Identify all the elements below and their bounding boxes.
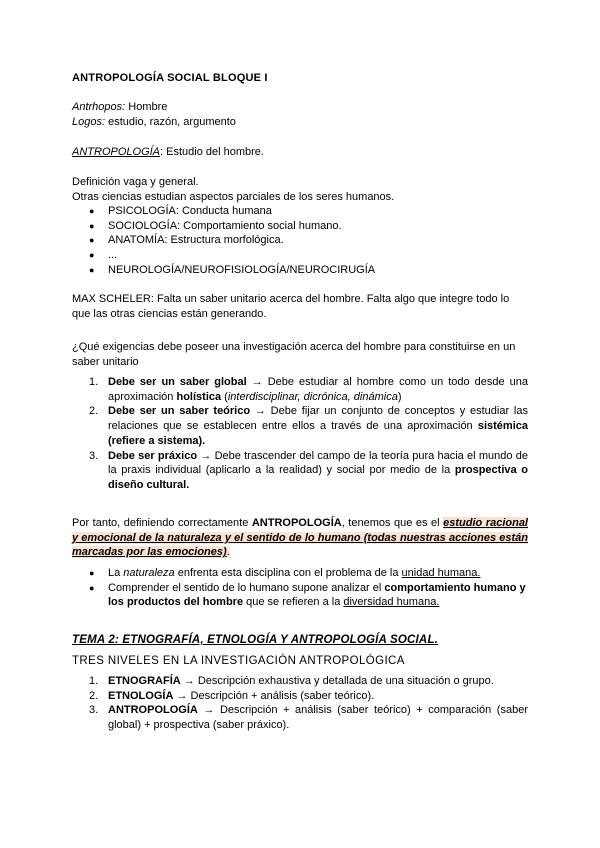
req-2-title: Debe ser un saber teórico <box>108 405 251 418</box>
list-item <box>72 404 528 448</box>
antrhopos-def: Hombre <box>125 101 168 113</box>
conclusion-paragraph <box>72 516 528 560</box>
req-2-text: → Debe fijar un conjunto de conceptos y estudiar las relaciones que se establecen entre ellos a través de una aproximación <box>108 405 528 433</box>
list-number: 1. <box>89 675 99 687</box>
req-3-bold: prospectiva o diseño cultural. <box>108 464 528 491</box>
level-3-term: ANTROPOLOGÍA <box>108 704 198 717</box>
list-number: 3. <box>89 449 99 462</box>
req-3-title: Debe ser práxico <box>108 449 198 462</box>
list-item: ● ... <box>72 248 528 263</box>
list-number: 1. <box>89 376 99 388</box>
note-1-underline: unidad humana. <box>401 567 481 579</box>
list-item <box>72 566 528 581</box>
section-heading-tema-2: TEMA 2: ETNOGRAFÍA, ETNOLOGÍA Y ANTROPOLOGÍA SOCIAL. <box>72 634 439 646</box>
vague-line-1: Definición vaga y general. <box>72 176 199 188</box>
list-item: ● PSICOLOGÍA: Conducta humana <box>72 204 528 219</box>
antrhopos-term: Antrhopos: <box>72 101 126 113</box>
sciences-list <box>72 204 528 278</box>
definition-text: : Estudio del hombre. <box>160 146 264 158</box>
list-item <box>72 581 528 610</box>
level-3-text: → Descripción + análisis (saber teórico) + comparación (saber global) + prospectiva (saber práxico). <box>108 704 528 732</box>
list-item <box>72 375 528 404</box>
logos-def: estudio, razón, argumento <box>105 115 236 128</box>
req-2-bold: sistémica (refiere a sistema). <box>108 420 528 447</box>
list-item: ● NEUROLOGÍA/NEUROFISIOLOGÍA/NEUROCIRUGÍA <box>72 263 528 278</box>
req-3-text: → Debe trascender del campo de la teoría pura hacia el mundo de la praxis individual (aplicarlo a la realidad) y social por medio de la <box>108 449 528 477</box>
logos-term: Logos: <box>72 115 106 128</box>
req-1-title: Debe ser un saber global <box>108 376 247 388</box>
definition-line <box>72 145 528 160</box>
etymology-antrhopos <box>72 100 528 115</box>
req-1-italic: interdisciplinar, dicrónica, dinámica <box>227 390 398 403</box>
req-1-paren-open: ( <box>221 390 228 403</box>
definition-term: ANTROPOLOGÍA <box>72 146 161 158</box>
conclusion-term: ANTROPOLOGÍA <box>251 517 342 529</box>
highlighted-definition: estudio racional y emocional de la naturaleza y el sentido de lo humano (todas nuestras acciones están marcadas por las emociones) <box>72 517 528 559</box>
note-2-bold: comportamiento humano y los productos del hombre <box>108 581 526 609</box>
vague-line-2: Otras ciencias estudian aspectos parciales de los seres humanos. <box>72 190 395 203</box>
list-item <box>72 689 528 704</box>
document-title: ANTROPOLOGÍA SOCIAL BLOQUE I <box>72 72 268 84</box>
scheler-paragraph: MAX SCHELER: Falta un saber unitario acerca del hombre. Falta algo que integre todo lo que las otras ciencias están generando. <box>72 293 510 320</box>
requirements-list <box>72 375 528 493</box>
list-item <box>72 674 528 689</box>
list-item: ● SOCIOLOGÍA: Comportamiento social humano. <box>72 219 528 234</box>
note-1-italic: naturaleza <box>123 567 175 579</box>
note-2-underline: diversidad humana. <box>343 596 440 609</box>
list-item <box>72 449 528 493</box>
note-2-pre: Comprender el sentido de lo humano supone analizar el <box>108 581 385 594</box>
req-1-bold: holística <box>176 390 222 403</box>
conclusion-mid: , tenemos que es el <box>341 517 444 529</box>
note-1-pre: La <box>108 567 124 579</box>
etymology-block <box>72 100 528 129</box>
conclusion-pre: Por tanto, definiendo correctamente <box>72 517 252 529</box>
list-number: 2. <box>89 689 99 702</box>
etymology-logos <box>72 115 528 130</box>
list-number: 3. <box>89 704 99 717</box>
note-1-mid: enfrenta esta disciplina con el problema de la <box>174 567 402 579</box>
notes-list <box>72 566 528 610</box>
vague-definition-block <box>72 175 528 204</box>
note-2-mid: que se refieren a la <box>243 596 344 609</box>
list-item <box>72 703 528 732</box>
levels-heading: TRES NIVELES EN LA INVESTIGACIÓN ANTROPOLÓGICA <box>72 655 405 667</box>
level-1-term: ETNOGRAFÍA <box>108 675 181 687</box>
req-1-paren-close: ) <box>397 390 402 403</box>
level-2-text: → Descripción + análisis (saber teórico). <box>173 689 375 702</box>
level-1-text: → Descripción exhaustiva y detallada de una situación o grupo. <box>180 675 494 687</box>
question-paragraph: ¿Qué exigencias debe poseer una investigación acerca del hombre para constituirse en un saber unitario <box>72 341 516 368</box>
list-item: ● ANATOMÍA: Estructura morfológica. <box>72 233 528 248</box>
level-2-term: ETNOLOGÍA <box>108 689 174 702</box>
req-1-text: → Debe estudiar al hombre como un todo desde una aproximación <box>108 376 528 403</box>
levels-list <box>72 674 528 733</box>
conclusion-end: . <box>226 546 230 559</box>
list-number: 2. <box>89 405 99 418</box>
